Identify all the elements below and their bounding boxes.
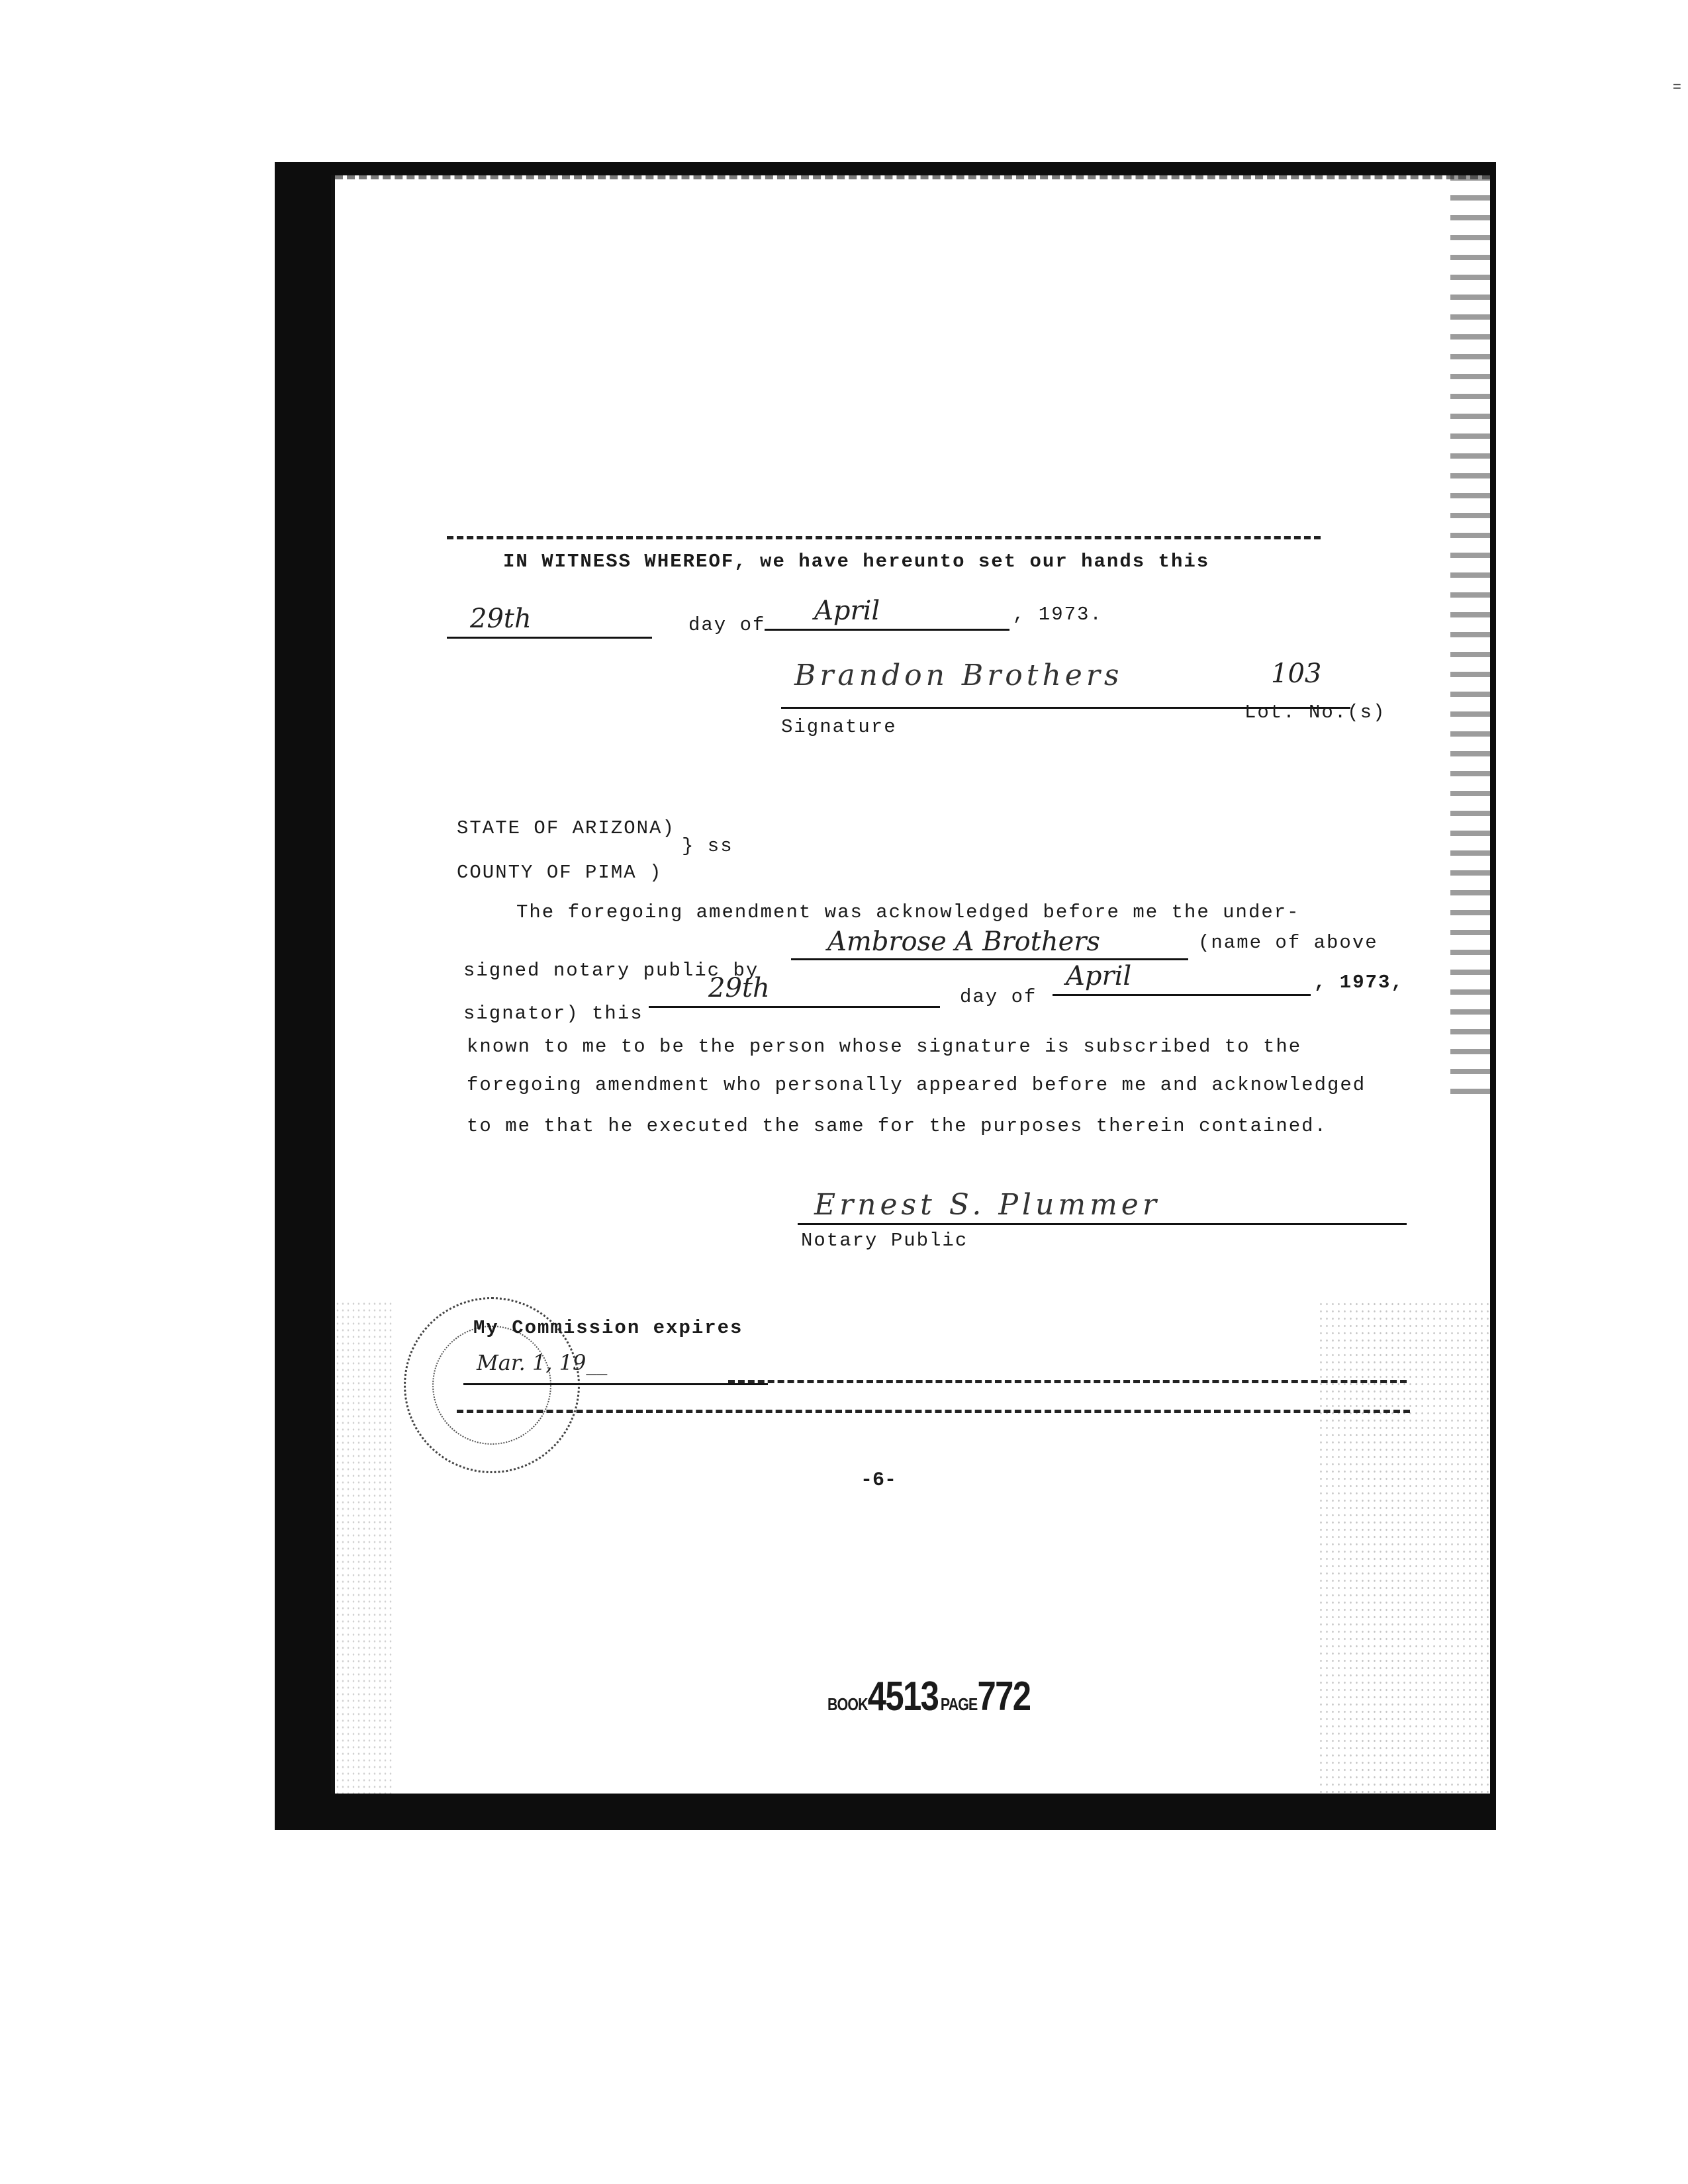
scan-noise-left	[335, 1300, 395, 1794]
notary-seal-inner-ring	[432, 1326, 551, 1445]
witness-month-handwritten: April	[814, 596, 880, 626]
ack-line-5: foregoing amendment who personally appeared before me and acknowledged	[467, 1074, 1366, 1096]
ack-name-fill	[791, 958, 1188, 960]
commission-label: My Commission expires	[473, 1317, 743, 1339]
page-value: 772	[977, 1674, 1031, 1719]
ack-line-3-prefix: signator) this	[463, 1003, 643, 1024]
witness-lot-handwritten: 103	[1271, 659, 1322, 689]
witness-day-handwritten: 29th	[470, 604, 532, 634]
venue-ss: } ss	[682, 835, 733, 857]
witness-year: , 1973.	[1013, 604, 1103, 625]
ack-line-2-prefix: signed notary public by	[463, 960, 759, 981]
ack-year: , 1973,	[1314, 972, 1404, 993]
notary-label: Notary Public	[801, 1230, 968, 1251]
ack-line-1: The foregoing amendment was acknowledged before me the under-	[516, 901, 1300, 923]
witness-signature-handwritten: Brandon Brothers	[794, 659, 1123, 692]
witness-line: IN WITNESS WHEREOF, we have hereunto set our hands this	[503, 551, 1210, 572]
commission-fill	[463, 1383, 768, 1385]
book-label: BOOK	[827, 1694, 868, 1714]
notary-signature-fill	[798, 1223, 1407, 1225]
dashed-rule-lower-2	[457, 1410, 1410, 1413]
ack-month-handwritten: April	[1066, 961, 1132, 991]
venue-county: COUNTY OF PIMA )	[457, 862, 663, 884]
book-number: 4513	[867, 1674, 939, 1719]
page-number: -6-	[861, 1469, 897, 1492]
scan-noise-right	[1318, 1300, 1490, 1794]
notary-signature-handwritten: Ernest S. Plummer	[814, 1188, 1160, 1222]
ack-name-handwritten: Ambrose A Brothers	[827, 927, 1100, 957]
ack-day-fill	[649, 1006, 940, 1008]
top-edge-artifact	[335, 175, 1490, 193]
dashed-rule-top	[447, 536, 1321, 539]
witness-month-fill	[765, 629, 1009, 631]
margin-tick: =	[1672, 79, 1681, 96]
witness-day-fill	[447, 637, 652, 639]
venue-state: STATE OF ARIZONA)	[457, 817, 675, 839]
dashed-rule-lower-1	[728, 1380, 1407, 1383]
right-edge-artifact	[1450, 175, 1490, 1102]
ack-line-4: known to me to be the person whose signature is subscribed to the	[467, 1036, 1302, 1058]
witness-day-label: day of	[688, 614, 766, 636]
page-label: PAGE	[940, 1694, 978, 1714]
ack-day-label: day of	[960, 986, 1037, 1008]
ack-day-handwritten: 29th	[708, 973, 770, 1003]
witness-lot-label: Lot. No.(s)	[1244, 702, 1386, 723]
book-page-stamp	[827, 1673, 1030, 1720]
ack-line-2-suffix: (name of above	[1198, 932, 1378, 954]
ack-month-fill	[1053, 994, 1311, 996]
ack-line-6: to me that he executed the same for the purposes therein contained.	[467, 1115, 1327, 1137]
commission-expires-handwritten: Mar. 1, 19__	[477, 1350, 608, 1375]
witness-signature-label: Signature	[781, 716, 897, 738]
